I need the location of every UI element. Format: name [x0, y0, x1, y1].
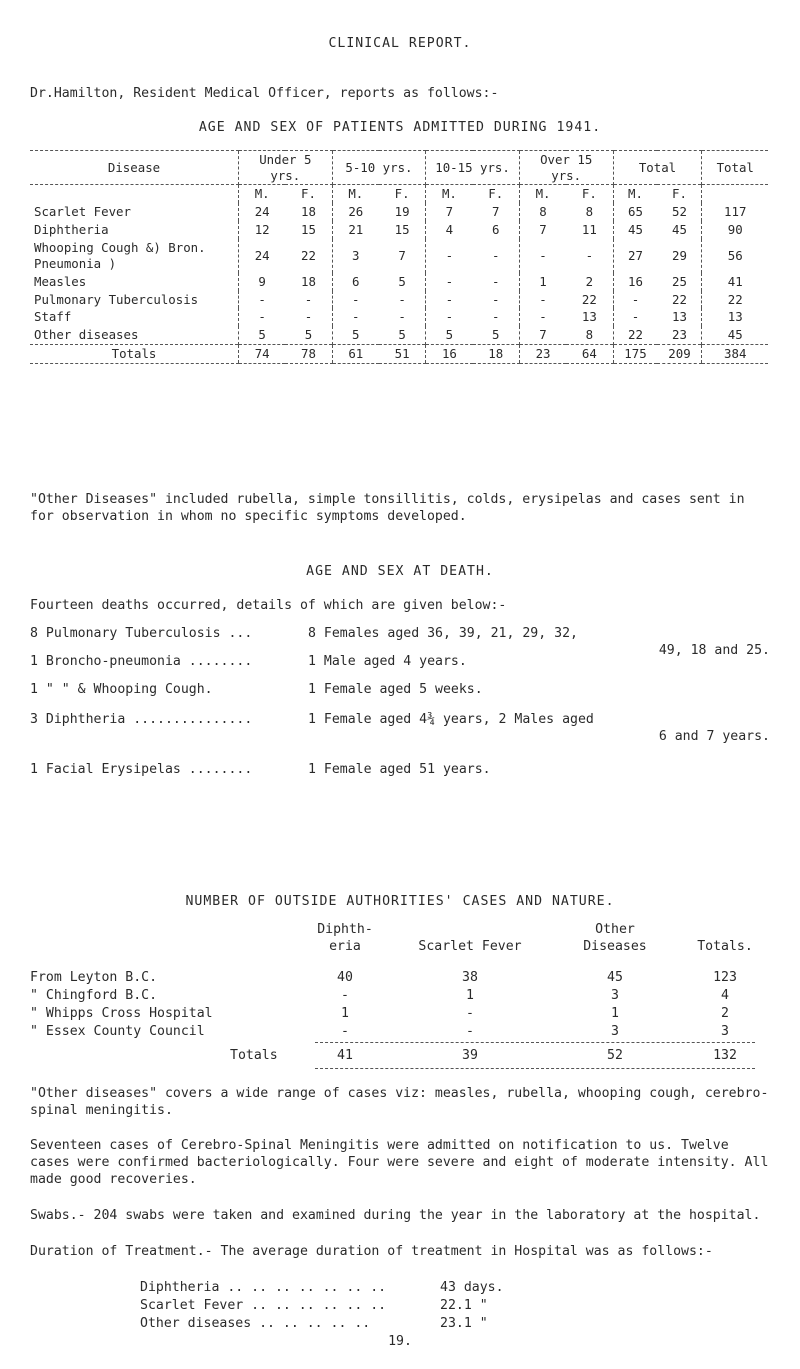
table-cell: 26	[332, 203, 379, 221]
death-detail: 1 Female aged 4¾ years, 2 Males aged	[308, 712, 594, 727]
report-title: CLINICAL REPORT.	[328, 36, 472, 51]
table-cell: 22	[581, 291, 597, 307]
duration-value: 43 days.	[440, 1280, 504, 1295]
disease-name: Scarlet Fever	[34, 204, 131, 220]
death-intro: Fourteen deaths occurred, details of which are given below:-	[30, 598, 507, 613]
outside-cell: 52	[607, 1048, 623, 1063]
table-cell: 15	[301, 222, 316, 237]
duration-value: 23.1 "	[440, 1316, 488, 1331]
table-cell: -	[426, 308, 473, 326]
table-cell: 27	[613, 239, 657, 273]
totals-row	[30, 345, 768, 364]
group-header: Over 15 yrs.	[519, 151, 613, 185]
table-cell: -	[304, 291, 313, 307]
table-cell: -	[519, 239, 566, 273]
table-cell: 45	[702, 326, 768, 344]
table-cell: 52	[672, 204, 687, 220]
table-cell: 90	[702, 221, 768, 239]
table-cell: 8	[519, 203, 566, 221]
table-cell: 7	[519, 221, 566, 239]
table-cell: -	[491, 247, 500, 263]
page-number: 19.	[388, 1334, 412, 1349]
table-row	[30, 326, 768, 344]
duration-paragraph: Duration of Treatment.- The average duration of treatment in Hospital was as follows:-	[30, 1244, 713, 1259]
outside-cell: 45	[607, 970, 623, 985]
table-cell: 23	[672, 327, 687, 343]
table-cell: 13	[581, 309, 597, 325]
female-header: F.	[379, 185, 426, 203]
totals-rule-bottom	[315, 1068, 755, 1069]
swabs-paragraph: Swabs.- 204 swabs were taken and examined during the year in the laboratory at the hospital.	[30, 1208, 761, 1223]
death-detail: 1 Female aged 5 weeks.	[308, 682, 483, 697]
outside-cell: 39	[462, 1048, 478, 1063]
female-header: F.	[657, 185, 701, 203]
authority-name: " Chingford B.C.	[30, 988, 158, 1003]
table-cell: 8	[585, 204, 594, 220]
other-diseases-note: "Other Diseases" included rubella, simple tonsillitis, colds, erysipelas and cases sent in for observation in whom no specific symptoms developed.	[30, 492, 745, 524]
group-header: Total	[702, 151, 768, 185]
death-cause: 3 Diphtheria ...............	[30, 712, 253, 727]
totals-cell: 74	[239, 345, 286, 364]
table-cell: -	[426, 273, 473, 291]
table-cell: 7	[398, 247, 406, 263]
table-cell: -	[426, 291, 473, 309]
disease-name: Staff	[34, 309, 72, 325]
table-cell: 22	[301, 247, 316, 263]
table-cell: 1	[519, 273, 566, 291]
outside-cell: 3	[611, 988, 619, 1003]
other-diseases-covers: "Other diseases" covers a wide range of cases viz: measles, rubella, whooping cough, cerebro-spinal meningitis.	[30, 1086, 769, 1118]
outside-cell: 4	[721, 988, 729, 1003]
authority-name: " Whipps Cross Hospital	[30, 1006, 213, 1021]
outside-cell: -	[341, 1024, 349, 1039]
disease-name: Measles	[34, 273, 87, 289]
table-row	[30, 221, 768, 239]
table-cell: 15	[394, 222, 410, 237]
admissions-heading: AGE AND SEX OF PATIENTS ADMITTED DURING 1941.	[198, 120, 602, 135]
table-cell: 19	[394, 204, 410, 220]
table-cell: -	[585, 247, 594, 263]
table-cell: 25	[672, 273, 687, 289]
death-detail-continued: 6 and 7 years.	[658, 729, 770, 744]
table-cell: -	[613, 291, 657, 309]
totals-cell: 61	[332, 345, 379, 364]
table-cell: 45	[613, 221, 657, 239]
table-cell: 5	[398, 327, 406, 343]
outside-col-scarlet: Scarlet Fever	[418, 939, 522, 954]
table-cell: 5	[332, 326, 379, 344]
group-header: 10-15 yrs.	[426, 151, 520, 185]
table-cell: 5	[239, 326, 286, 344]
male-header: M.	[519, 185, 566, 203]
group-header: Total	[613, 151, 702, 185]
group-header: Under 5 yrs.	[239, 151, 333, 185]
outside-cell: 3	[611, 1024, 619, 1039]
death-cause: 1 " " & Whooping Cough.	[30, 682, 213, 697]
table-cell: 16	[613, 273, 657, 291]
table-row	[30, 203, 768, 221]
outside-cell: 38	[462, 970, 478, 985]
outside-cell: 132	[713, 1048, 737, 1063]
outside-cell: 1	[341, 1006, 349, 1021]
disease-name: Diphtheria	[34, 222, 109, 237]
female-header: F.	[473, 185, 520, 203]
totals-cell: 78	[285, 345, 332, 364]
death-cause: 8 Pulmonary Tuberculosis ...	[30, 626, 253, 641]
male-header: M.	[613, 185, 657, 203]
authority-name: " Essex County Council	[30, 1024, 205, 1039]
table-cell: 18	[301, 273, 316, 289]
table-cell: 21	[332, 221, 379, 239]
table-cell: 8	[585, 327, 594, 343]
duration-value: 22.1 "	[440, 1298, 488, 1313]
table-cell: 7	[426, 203, 473, 221]
table-cell: 24	[239, 203, 286, 221]
death-detail: 1 Female aged 51 years.	[308, 762, 491, 777]
table-cell: 5	[304, 327, 313, 343]
table-cell: -	[239, 308, 286, 326]
table-cell: 7	[491, 204, 500, 220]
table-cell: 13	[702, 308, 768, 326]
totals-cell: 18	[473, 345, 520, 364]
totals-cell: 384	[702, 345, 768, 364]
table-cell: -	[519, 308, 566, 326]
outside-cell: 3	[721, 1024, 729, 1039]
table-cell: 5	[426, 326, 473, 344]
disease-name: Pulmonary Tuberculosis	[34, 291, 199, 307]
totals-cell: 209	[657, 345, 701, 364]
totals-cell: 23	[519, 345, 566, 364]
death-detail: 8 Females aged 36, 39, 21, 29, 32,	[308, 626, 578, 641]
table-cell: 11	[581, 222, 597, 237]
table-cell: -	[491, 291, 500, 307]
table-cell: 5	[398, 273, 406, 289]
death-cause: 1 Facial Erysipelas ........	[30, 762, 253, 777]
outside-heading: NUMBER OF OUTSIDE AUTHORITIES' CASES AND NATURE.	[185, 894, 615, 909]
table-cell: 5	[491, 327, 500, 343]
table-cell: -	[491, 273, 500, 289]
table-cell: 13	[672, 309, 687, 325]
female-header: F.	[566, 185, 613, 203]
table-cell: 7	[519, 326, 566, 344]
outside-cell: -	[466, 1006, 474, 1021]
outside-col-diphtheria: Diphth- eria	[317, 922, 373, 954]
death-detail-continued: 49, 18 and 25.	[658, 643, 770, 658]
disease-name: Whooping Cough &) Bron. Pneumonia )	[34, 239, 206, 271]
outside-cell: -	[341, 988, 349, 1003]
outside-cell: 40	[337, 970, 353, 985]
duration-disease: Diphtheria .. .. .. .. .. .. ..	[140, 1280, 387, 1295]
group-header: 5-10 yrs.	[332, 151, 426, 185]
intro-line: Dr.Hamilton, Resident Medical Officer, reports as follows:-	[30, 86, 499, 101]
male-header: M.	[332, 185, 379, 203]
table-cell: -	[519, 291, 566, 309]
table-cell: 29	[672, 247, 687, 263]
totals-cell: 175	[613, 345, 657, 364]
table-row	[30, 308, 768, 326]
death-cause: 1 Broncho-pneumonia ........	[30, 654, 253, 669]
table-row	[30, 273, 768, 291]
totals-cell: 64	[566, 345, 613, 364]
totals-cell: 16	[426, 345, 473, 364]
table-cell: 24	[239, 239, 286, 273]
table-cell: -	[332, 291, 379, 309]
table-cell: 4	[426, 221, 473, 239]
outside-cell: 123	[713, 970, 737, 985]
male-header: M.	[239, 185, 286, 203]
table-cell: -	[426, 239, 473, 273]
table-cell: 3	[332, 239, 379, 273]
table-cell: 6	[332, 273, 379, 291]
table-cell: -	[332, 308, 379, 326]
admissions-table	[30, 150, 768, 364]
outside-col-other: Other Diseases	[583, 922, 647, 954]
female-header: F.	[285, 185, 332, 203]
meningitis-paragraph: Seventeen cases of Cerebro-Spinal Meningitis were admitted on notification to us. Twelve cases were confirmed bacteriologically. Four were severe and eight of moderate intensity. All made good recoveries.	[30, 1138, 769, 1187]
duration-disease: Scarlet Fever .. .. .. .. .. ..	[140, 1298, 387, 1313]
table-cell: 22	[672, 291, 687, 307]
col-disease: Disease	[30, 151, 239, 185]
table-cell: 18	[301, 204, 316, 220]
table-row	[30, 291, 768, 309]
table-cell: -	[398, 291, 406, 307]
death-detail: 1 Male aged 4 years.	[308, 654, 467, 669]
table-cell: -	[491, 309, 500, 325]
totals-rule-top	[315, 1042, 755, 1043]
table-cell: 2	[585, 273, 594, 289]
disease-name: Other diseases	[34, 327, 139, 343]
table-cell: -	[613, 308, 657, 326]
table-cell: 12	[239, 221, 286, 239]
outside-cell: 2	[721, 1006, 729, 1021]
table-cell: -	[398, 309, 406, 325]
table-cell: 41	[702, 273, 768, 291]
death-heading: AGE AND SEX AT DEATH.	[306, 564, 494, 579]
totals-cell: 51	[379, 345, 426, 364]
outside-cell: 1	[466, 988, 474, 1003]
outside-header-row	[30, 922, 770, 956]
authority-name: From Leyton B.C.	[30, 970, 158, 985]
authority-name: Totals	[230, 1048, 278, 1063]
table-cell: 117	[702, 203, 768, 221]
table-row	[30, 239, 768, 273]
totals-label: Totals	[30, 345, 239, 364]
table-cell: 45	[672, 222, 687, 237]
table-cell: 9	[239, 273, 286, 291]
table-cell: -	[239, 291, 286, 309]
table-cell: 56	[702, 239, 768, 273]
table-cell: 22	[702, 291, 768, 309]
outside-cell: 1	[611, 1006, 619, 1021]
male-header: M.	[426, 185, 473, 203]
duration-disease: Other diseases .. .. .. .. ..	[140, 1316, 371, 1331]
outside-col-totals: Totals.	[697, 939, 753, 954]
table-cell: 65	[613, 203, 657, 221]
table-cell: 6	[491, 222, 500, 237]
outside-cell: -	[466, 1024, 474, 1039]
table-cell: 22	[613, 326, 657, 344]
outside-cell: 41	[337, 1048, 353, 1063]
table-cell: -	[304, 309, 313, 325]
